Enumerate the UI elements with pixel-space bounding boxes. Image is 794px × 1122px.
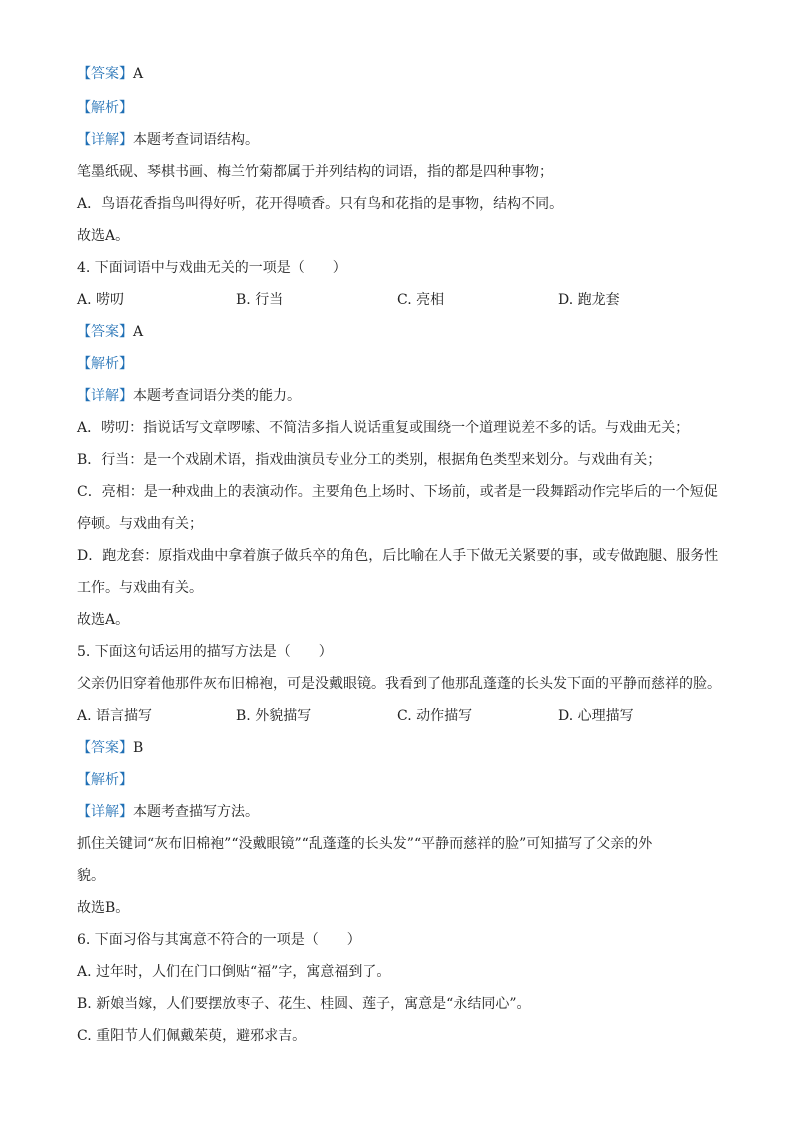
q6-question: 6. 下面习俗与其寓意不符合的一项是（ ） <box>77 932 361 948</box>
q5-option-d: D. 心理描写 <box>558 708 634 724</box>
answer-value: A <box>133 324 144 340</box>
q6-option-a: A. 过年时，人们在门口倒贴“福”字，寓意福到了。 <box>77 964 391 980</box>
q4-conclusion: 故选A。 <box>77 612 130 628</box>
answer-value: B <box>133 740 144 756</box>
detail-text: 本题考查词语分类的能力。 <box>133 388 301 404</box>
q4-explain-c1: C．亮相：是一种戏曲上的表演动作。主要角色上场时、下场前，或者是一段舞蹈动作完毕后的一个短促 <box>77 484 718 500</box>
detail-tag: 【详解】 <box>77 132 133 148</box>
q5-detail <box>77 802 259 822</box>
q4-answer <box>77 322 143 342</box>
q4-explain-a: A．唠叨：指说话写文章啰嗦、不简洁多指人说话重复或围绕一个道理说差不多的话。与戏曲无关； <box>77 420 690 436</box>
detail-text: 本题考查描写方法。 <box>133 804 259 820</box>
q4-option-b: B. 行当 <box>236 292 284 308</box>
q4-analysis-tag: 【解析】 <box>77 356 133 372</box>
q5-explain-line2: 貌。 <box>77 868 105 884</box>
q4-explain-d1: D．跑龙套：原指戏曲中拿着旗子做兵卒的角色，后比喻在人手下做无关紧要的事，或专做跑腿、服务性 <box>77 548 719 564</box>
q4-explain-c2: 停顿。与戏曲有关； <box>77 516 203 532</box>
q5-sentence: 父亲仍旧穿着他那件灰布旧棉袍，可是没戴眼镜。我看到了他那乱蓬蓬的长头发下面的平静而慈祥的脸。 <box>77 676 721 692</box>
q6-option-b: B. 新娘当嫁，人们要摆放枣子、花生、桂圆、莲子，寓意是“永结同心”。 <box>77 996 531 1012</box>
q5-answer <box>77 738 143 758</box>
q3-explain-line2: A．鸟语花香指鸟叫得好听，花开得喷香。只有鸟和花指的是事物，结构不同。 <box>77 196 564 212</box>
detail-text: 本题考查词语结构。 <box>133 132 259 148</box>
detail-tag: 【详解】 <box>77 804 133 820</box>
answer-tag: 【答案】 <box>77 66 133 82</box>
answer-tag: 【答案】 <box>77 324 133 340</box>
q3-analysis-tag: 【解析】 <box>77 100 133 116</box>
q5-explain-line1: 抓住关键词“灰布旧棉袍”“没戴眼镜”“乱蓬蓬的长头发”“平静而慈祥的脸”可知描写了父亲的外 <box>77 836 653 852</box>
answer-tag: 【答案】 <box>77 740 133 756</box>
q4-detail <box>77 386 301 406</box>
q4-option-c: C. 亮相 <box>397 292 445 308</box>
q4-option-d: D. 跑龙套 <box>558 292 620 308</box>
q4-option-a: A. 唠叨 <box>77 292 125 308</box>
q5-question: 5. 下面这句话运用的描写方法是（ ） <box>77 644 333 660</box>
q4-question: 4. 下面词语中与戏曲无关的一项是（ ） <box>77 260 347 276</box>
q3-explain-line1: 笔墨纸砚、琴棋书画、梅兰竹菊都属于并列结构的词语，指的都是四种事物； <box>77 164 553 180</box>
q5-option-c: C. 动作描写 <box>397 708 473 724</box>
q3-answer <box>77 64 143 84</box>
q4-explain-b: B．行当：是一个戏剧术语，指戏曲演员专业分工的类别，根据角色类型来划分。与戏曲有关； <box>77 452 662 468</box>
q6-option-c: C. 重阳节人们佩戴茱萸，避邪求吉。 <box>77 1028 307 1044</box>
q5-analysis-tag: 【解析】 <box>77 772 133 788</box>
q4-explain-d2: 工作。与戏曲有关。 <box>77 580 203 596</box>
detail-tag: 【详解】 <box>77 388 133 404</box>
q3-detail <box>77 130 259 150</box>
q5-conclusion: 故选B。 <box>77 900 130 916</box>
q3-conclusion: 故选A。 <box>77 228 130 244</box>
q5-option-b: B. 外貌描写 <box>236 708 312 724</box>
answer-value: A <box>133 66 144 82</box>
q5-option-a: A. 语言描写 <box>77 708 153 724</box>
